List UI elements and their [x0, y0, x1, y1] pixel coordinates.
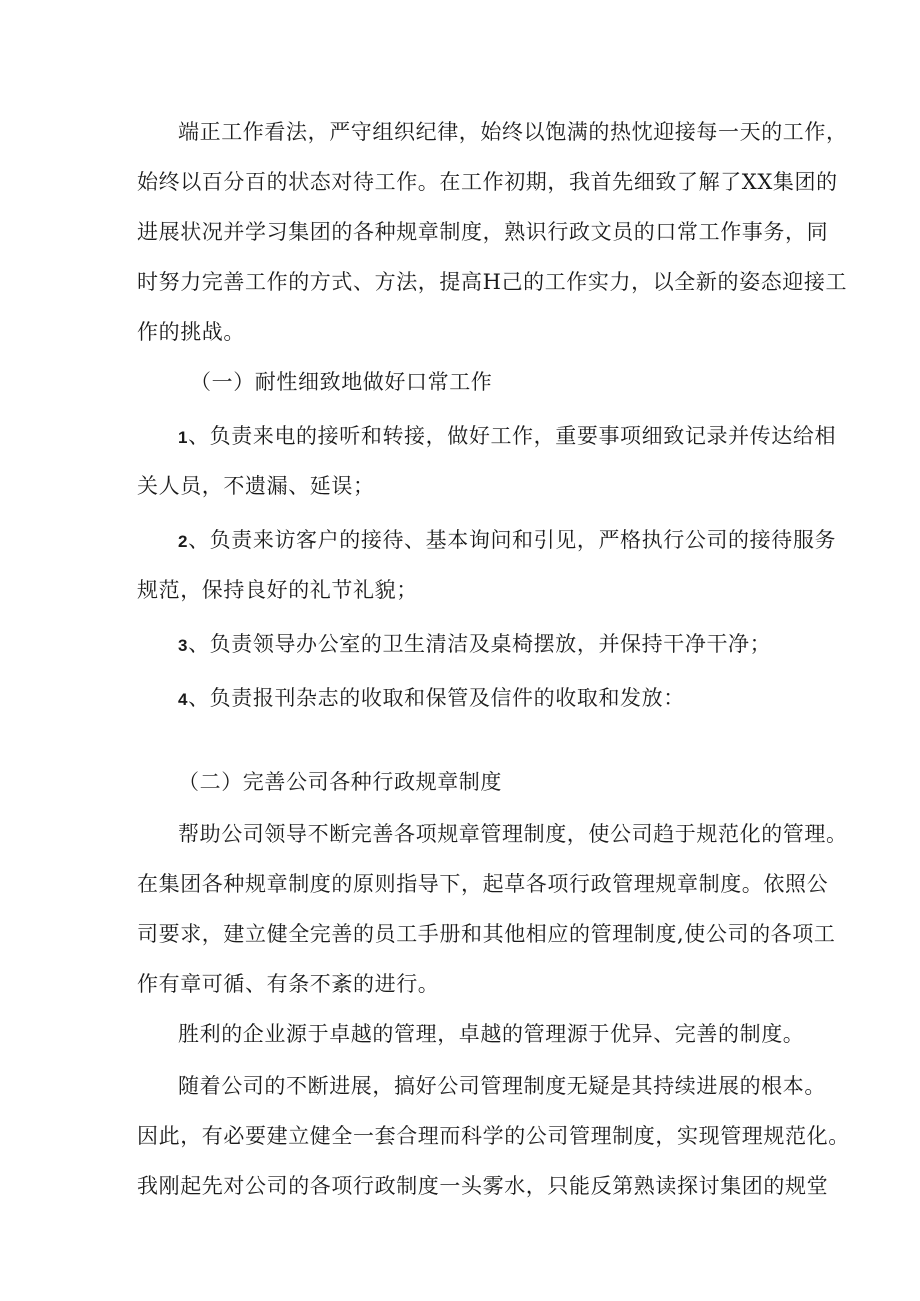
list-item-1 — [178, 422, 838, 452]
list-item-4 — [178, 684, 838, 714]
paragraph-4-line-2: 因此，有必要建立健全一套合理而科学的公司管理制度，实现管理规范化。 — [137, 1124, 850, 1148]
paragraph-2-line-1: 帮助公司领导不断完善各项规章管理制度，使公司趋于规范化的管理。 — [178, 822, 848, 846]
list-item-3-text: 、负责领导办公室的卫生清洁及桌椅摆放，并保持干净干净； — [188, 632, 772, 656]
section-1-heading: （一）耐性细致地做好口常工作 — [190, 370, 493, 394]
list-item-2 — [178, 526, 838, 556]
paragraph-1-line-2: 始终以百分百的状态对待工作。在工作初期，我首先细致了解了XX集团的 — [137, 170, 838, 194]
list-item-2-text: 、负责来访客户的接待、基本询问和引见，严格执行公司的接待服务 — [188, 528, 837, 552]
list-item-3-number: 3 — [178, 636, 189, 655]
list-item-2-continuation: 规范，保持良好的礼节礼貌； — [137, 578, 418, 602]
list-item-4-number: 4 — [178, 690, 189, 709]
paragraph-3-line-1: 胜利的企业源于卓越的管理，卓越的管理源于优异、完善的制度。 — [178, 1022, 805, 1046]
paragraph-4-line-3: 我刚起先对公司的各项行政制度一头雾水，只能反第熟读探讨集团的规堂 — [137, 1174, 829, 1198]
paragraph-1-line-3: 进展状况并学习集团的各种规章制度，熟识行政文员的口常工作事务，同 — [137, 220, 829, 244]
paragraph-2-line-2: 在集团各种规章制度的原则指导下，起草各项行政管理规章制度。依照公 — [137, 872, 829, 896]
list-item-1-number: 1 — [178, 428, 189, 447]
paragraph-4-line-1: 随着公司的不断进展，搞好公司管理制度无疑是其持续进展的根本。 — [178, 1074, 826, 1098]
section-2-heading: （二）完善公司各种行政规章制度 — [178, 770, 502, 794]
list-item-3 — [178, 630, 838, 660]
paragraph-2-line-3: 司要求，建立健全完善的员工手册和其他相应的管理制度,使公司的各项工 — [137, 922, 836, 946]
list-item-1-continuation: 关人员，不遗漏、延误； — [137, 474, 375, 498]
list-item-4-text: 、负责报刊杂志的收取和保管及信件的收取和发放： — [188, 686, 685, 710]
list-item-2-number: 2 — [178, 532, 189, 551]
list-item-1-text: 、负责来电的接听和转接，做好工作，重要事项细致记录并传达给相 — [188, 424, 837, 448]
paragraph-1-line-4: 时努力完善工作的方式、方法，提高H己的工作实力，以全新的姿态迎接工 — [137, 270, 848, 294]
paragraph-1-line-1: 端正工作看法，严守组织纪律，始终以饱满的热忱迎接每一天的工作， — [178, 120, 848, 144]
paragraph-2-line-4: 作有章可循、有条不紊的进行。 — [137, 972, 440, 996]
paragraph-1-line-5: 作的挑战。 — [137, 320, 245, 344]
